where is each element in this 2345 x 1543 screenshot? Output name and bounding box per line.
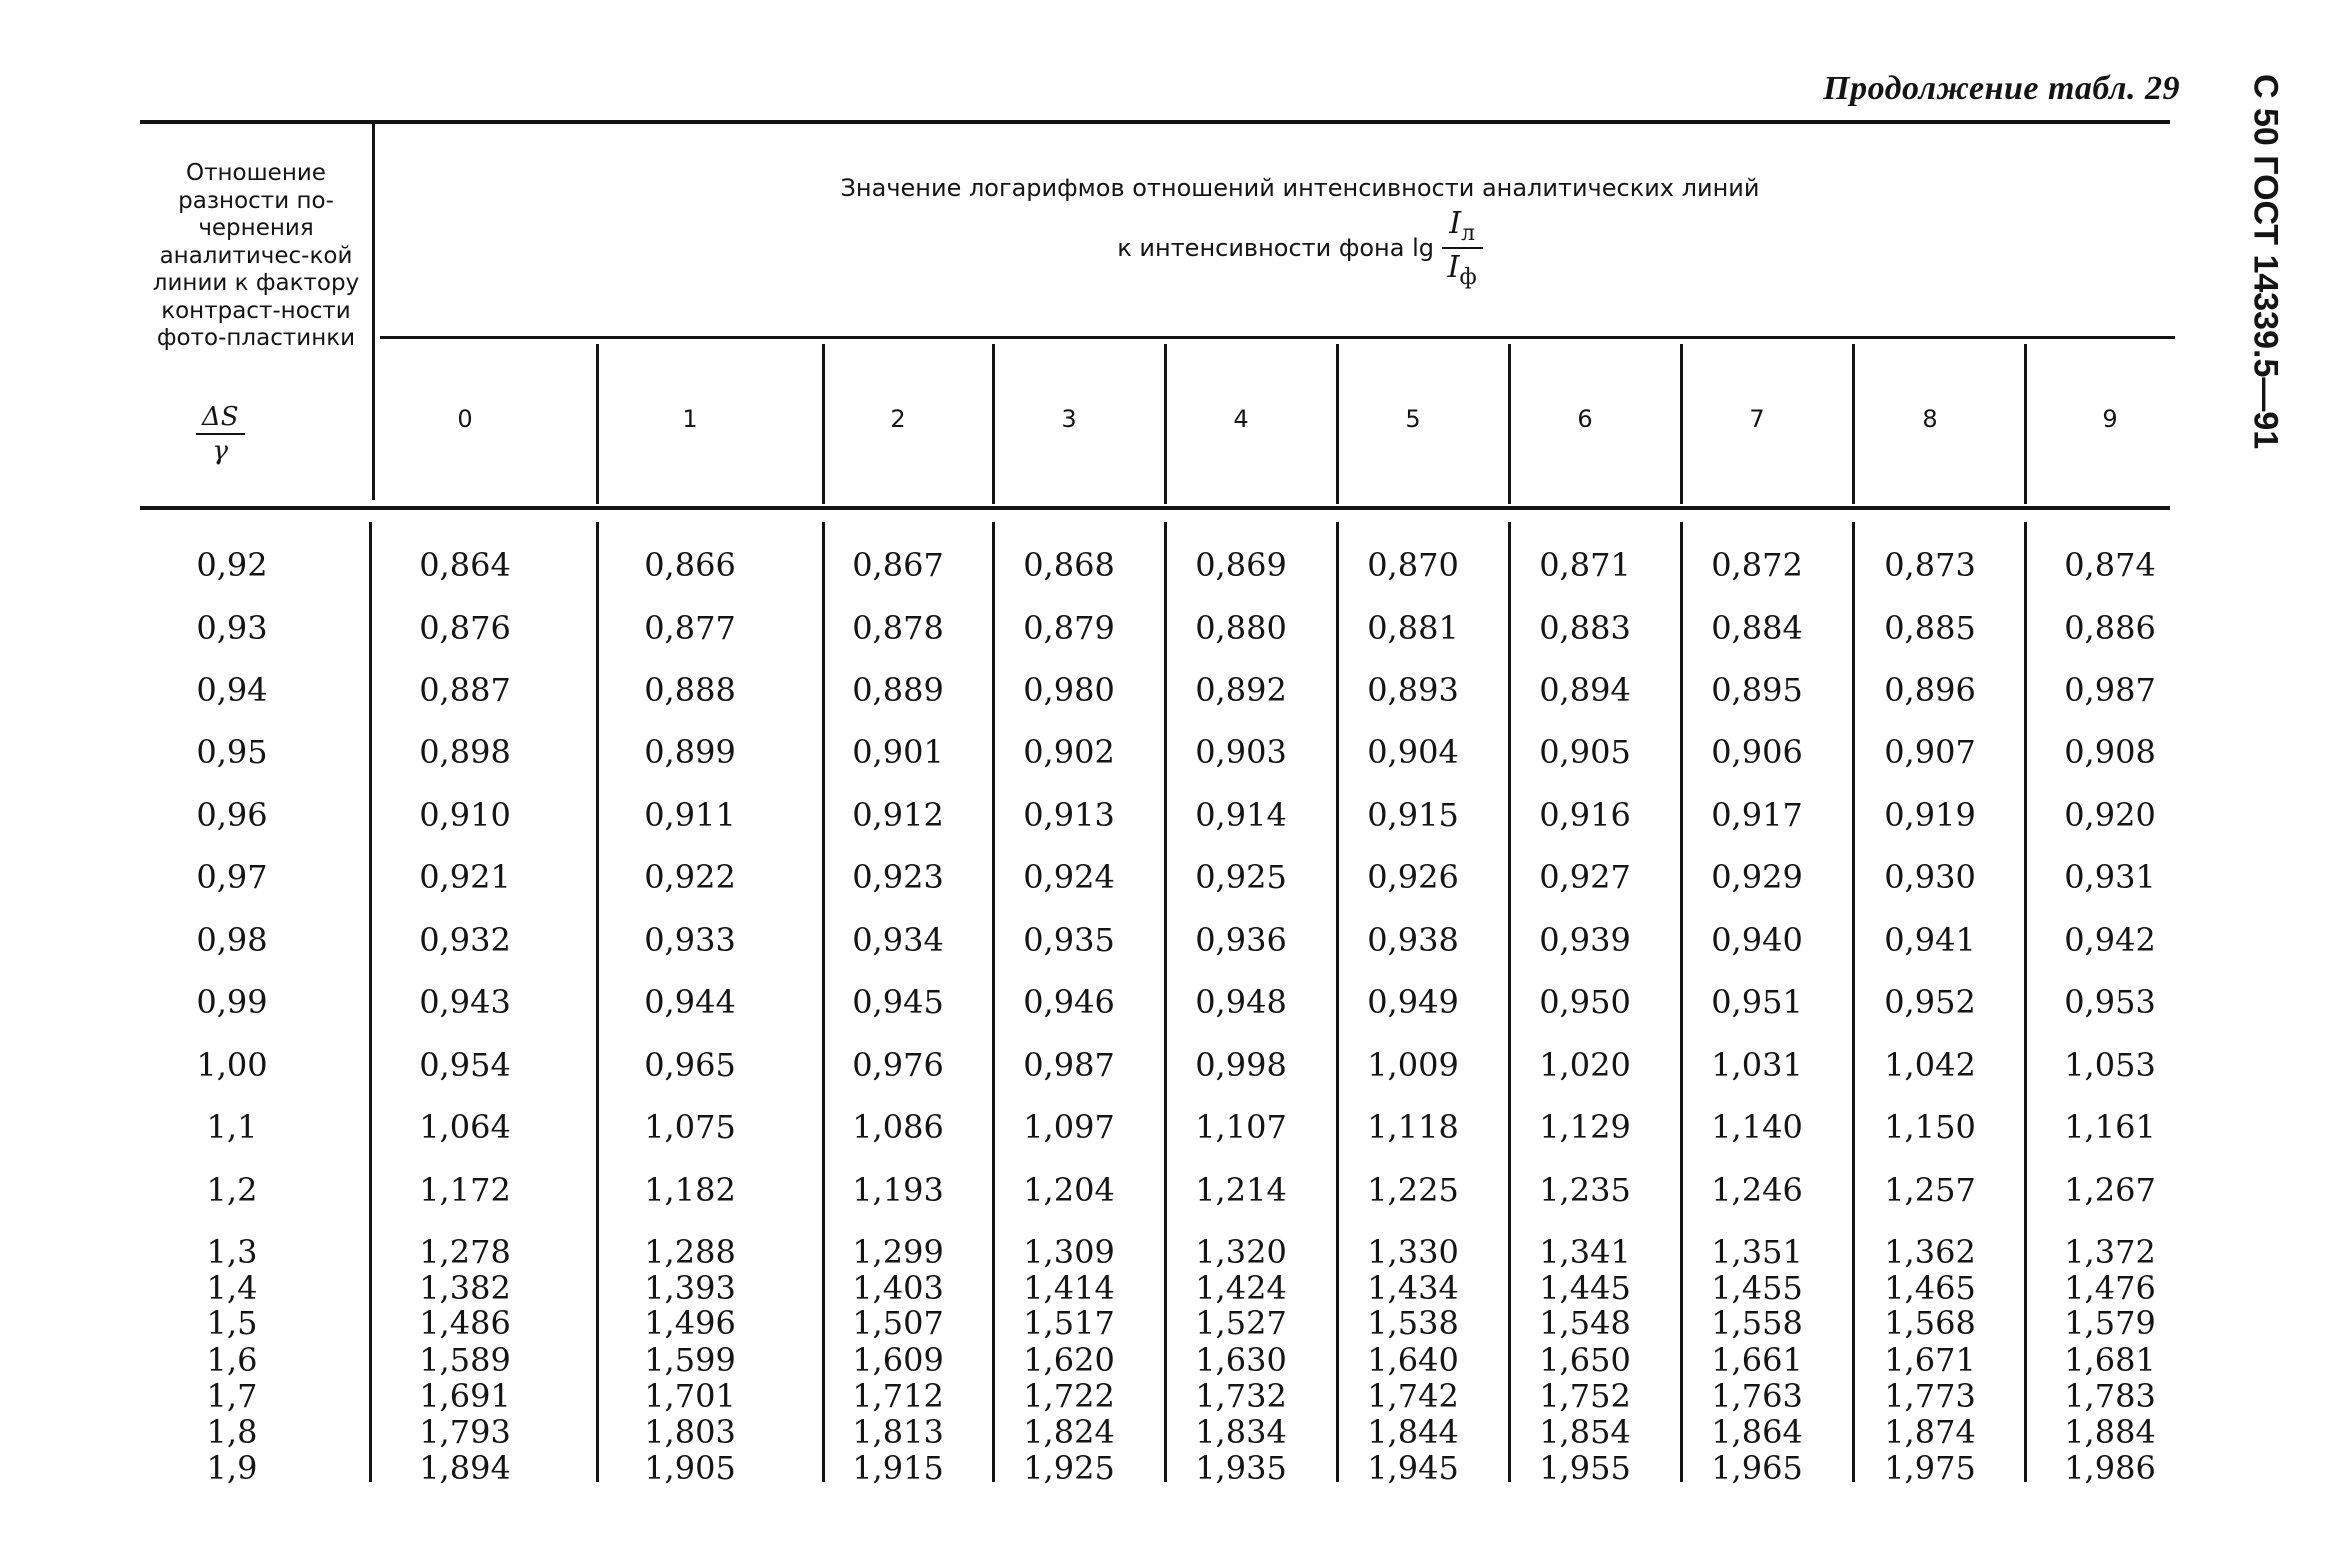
fraction-denominator-sub: ф	[1459, 265, 1477, 290]
row-label: 1,3	[206, 1233, 258, 1271]
table-cell: 0,917	[1711, 796, 1803, 834]
table-cell: 1,935	[1195, 1449, 1287, 1487]
table-cell: 1,486	[419, 1304, 511, 1342]
table-cell: 1,496	[644, 1304, 736, 1342]
table-cell: 1,086	[852, 1108, 944, 1146]
table-cell: 0,943	[419, 983, 511, 1021]
table-cell: 0,901	[852, 733, 944, 771]
table-cell: 0,998	[1195, 1046, 1287, 1084]
row-label: 0,95	[196, 733, 268, 771]
stub-fraction-denominator: γ	[212, 436, 229, 466]
table-cell: 1,288	[644, 1233, 736, 1271]
header-column-rule	[822, 344, 825, 504]
table-cell: 1,538	[1367, 1304, 1459, 1342]
value-header-line1: Значение логарифмов отношений интенсивности аналитических линий	[840, 174, 1760, 202]
table-cell: 0,868	[1023, 546, 1115, 584]
header-column-rule	[1164, 344, 1167, 504]
table-cell: 0,932	[419, 921, 511, 959]
table-cell: 1,925	[1023, 1449, 1115, 1487]
table-cell: 1,527	[1195, 1304, 1287, 1342]
table-cell: 1,075	[644, 1108, 736, 1146]
column-header: 7	[1749, 405, 1765, 433]
table-cell: 0,976	[852, 1046, 944, 1084]
table-cell: 0,898	[419, 733, 511, 771]
table-cell: 0,919	[1884, 796, 1976, 834]
table-cell: 0,949	[1367, 983, 1459, 1021]
table-cell: 1,965	[1711, 1449, 1803, 1487]
table-cell: 0,965	[644, 1046, 736, 1084]
table-cell: 0,987	[2064, 671, 2156, 709]
table-continuation-title: Продолжение табл. 29	[1823, 70, 2180, 107]
table-cell: 1,140	[1711, 1108, 1803, 1146]
table-cell: 1,129	[1539, 1108, 1631, 1146]
table-cell: 0,877	[644, 609, 736, 647]
value-header-fraction	[1442, 206, 1483, 290]
table-cell: 1,053	[2064, 1046, 2156, 1084]
table-cell: 1,204	[1023, 1171, 1115, 1209]
table-cell: 1,009	[1367, 1046, 1459, 1084]
header-column-rule	[596, 344, 599, 504]
table-cell: 1,722	[1023, 1377, 1115, 1415]
table-cell: 0,885	[1884, 609, 1976, 647]
table-cell: 1,671	[1884, 1341, 1976, 1379]
table-cell: 1,568	[1884, 1304, 1976, 1342]
table-cell: 1,558	[1711, 1304, 1803, 1342]
table-cell: 0,930	[1884, 858, 1976, 896]
table-cell: 1,548	[1539, 1304, 1631, 1342]
table-cell: 0,866	[644, 546, 736, 584]
column-header: 4	[1233, 405, 1249, 433]
table-cell: 0,929	[1711, 858, 1803, 896]
table-cell: 1,894	[419, 1449, 511, 1487]
header-column-rule	[1336, 344, 1339, 504]
table-cell: 0,902	[1023, 733, 1115, 771]
table-cell: 0,869	[1195, 546, 1287, 584]
table-cell: 1,362	[1884, 1233, 1976, 1271]
table-cell: 0,938	[1367, 921, 1459, 959]
table-cell: 1,763	[1711, 1377, 1803, 1415]
header-bottom-rule	[140, 506, 2170, 510]
table-cell: 1,161	[2064, 1108, 2156, 1146]
table-cell: 1,403	[852, 1269, 944, 1307]
header-column-rule	[2024, 344, 2027, 504]
table-cell: 1,589	[419, 1341, 511, 1379]
side-label-text: С 50 ГОСТ 14339.5—91	[2246, 74, 2285, 450]
table-cell: 1,905	[644, 1449, 736, 1487]
row-label: 0,99	[196, 983, 268, 1021]
row-label: 1,4	[206, 1269, 258, 1307]
table-cell: 1,732	[1195, 1377, 1287, 1415]
header-column-rule	[1852, 344, 1855, 504]
table-cell: 0,931	[2064, 858, 2156, 896]
header-column-rule	[1680, 344, 1683, 504]
row-label: 1,5	[206, 1304, 258, 1342]
table-cell: 0,946	[1023, 983, 1115, 1021]
table-cell: 0,899	[644, 733, 736, 771]
table-cell: 1,712	[852, 1377, 944, 1415]
table-cell: 1,986	[2064, 1449, 2156, 1487]
body-column-rule	[2024, 522, 2027, 1482]
row-label: 0,98	[196, 921, 268, 959]
table-cell: 1,915	[852, 1449, 944, 1487]
table-cell: 0,914	[1195, 796, 1287, 834]
table-cell: 0,870	[1367, 546, 1459, 584]
fraction-numerator: I	[1449, 206, 1462, 241]
table-cell: 0,887	[419, 671, 511, 709]
table-top-rule	[140, 120, 2170, 124]
table-cell: 1,414	[1023, 1269, 1115, 1307]
table-cell: 0,940	[1711, 921, 1803, 959]
table-cell: 1,309	[1023, 1233, 1115, 1271]
row-label: 1,7	[206, 1377, 258, 1415]
table-cell: 1,150	[1884, 1108, 1976, 1146]
table-cell: 1,246	[1711, 1171, 1803, 1209]
table-cell: 1,854	[1539, 1413, 1631, 1451]
stub-fraction-numerator: ΔS	[196, 402, 245, 435]
table-cell: 0,895	[1711, 671, 1803, 709]
fraction-denominator: I	[1447, 250, 1460, 285]
table-cell: 0,926	[1367, 858, 1459, 896]
table-cell: 1,742	[1367, 1377, 1459, 1415]
document-side-label	[2235, 74, 2295, 504]
table-cell: 0,907	[1884, 733, 1976, 771]
table-cell: 1,844	[1367, 1413, 1459, 1451]
table-cell: 0,921	[419, 858, 511, 896]
table-cell: 1,609	[852, 1341, 944, 1379]
table-cell: 0,904	[1367, 733, 1459, 771]
row-label: 1,6	[206, 1341, 258, 1379]
table-cell: 1,884	[2064, 1413, 2156, 1451]
value-header-line2: к интенсивности фона lg	[1117, 234, 1434, 262]
column-header: 6	[1577, 405, 1593, 433]
table-cell: 0,867	[852, 546, 944, 584]
table-cell: 0,980	[1023, 671, 1115, 709]
table-cell: 1,372	[2064, 1233, 2156, 1271]
table-cell: 0,905	[1539, 733, 1631, 771]
table-cell: 0,879	[1023, 609, 1115, 647]
row-label: 1,8	[206, 1413, 258, 1451]
table-cell: 1,393	[644, 1269, 736, 1307]
table-cell: 0,864	[419, 546, 511, 584]
table-cell: 0,952	[1884, 983, 1976, 1021]
table-cell: 0,923	[852, 858, 944, 896]
column-header: 8	[1922, 405, 1938, 433]
table-cell: 0,880	[1195, 609, 1287, 647]
table-cell: 0,884	[1711, 609, 1803, 647]
table-cell: 1,975	[1884, 1449, 1976, 1487]
table-cell: 1,257	[1884, 1171, 1976, 1209]
table-cell: 1,803	[644, 1413, 736, 1451]
table-cell: 1,299	[852, 1233, 944, 1271]
header-column-rule	[992, 344, 995, 504]
row-label: 0,97	[196, 858, 268, 896]
table-cell: 0,894	[1539, 671, 1631, 709]
table-cell: 1,182	[644, 1171, 736, 1209]
row-label: 0,94	[196, 671, 268, 709]
table-cell: 1,517	[1023, 1304, 1115, 1342]
table-cell: 1,193	[852, 1171, 944, 1209]
column-header: 0	[457, 405, 473, 433]
table-cell: 0,934	[852, 921, 944, 959]
table-cell: 1,579	[2064, 1304, 2156, 1342]
table-cell: 1,320	[1195, 1233, 1287, 1271]
table-cell: 1,507	[852, 1304, 944, 1342]
row-label: 1,9	[206, 1449, 258, 1487]
table-cell: 1,020	[1539, 1046, 1631, 1084]
header-column-rule	[1508, 344, 1511, 504]
table-cell: 0,951	[1711, 983, 1803, 1021]
table-cell: 1,351	[1711, 1233, 1803, 1271]
table-cell: 1,783	[2064, 1377, 2156, 1415]
table-cell: 1,945	[1367, 1449, 1459, 1487]
table-cell: 0,892	[1195, 671, 1287, 709]
table-cell: 0,872	[1711, 546, 1803, 584]
table-cell: 0,912	[852, 796, 944, 834]
table-cell: 1,455	[1711, 1269, 1803, 1307]
table-cell: 1,031	[1711, 1046, 1803, 1084]
table-cell: 1,834	[1195, 1413, 1287, 1451]
table-cell: 0,911	[644, 796, 736, 834]
table-cell: 0,871	[1539, 546, 1631, 584]
table-cell: 0,876	[419, 609, 511, 647]
table-cell: 0,910	[419, 796, 511, 834]
table-cell: 0,941	[1884, 921, 1976, 959]
table-cell: 0,915	[1367, 796, 1459, 834]
fraction-numerator-sub: л	[1461, 221, 1476, 246]
table-cell: 1,330	[1367, 1233, 1459, 1271]
table-cell: 0,889	[852, 671, 944, 709]
table-cell: 0,945	[852, 983, 944, 1021]
table-cell: 0,908	[2064, 733, 2156, 771]
table-cell: 0,881	[1367, 609, 1459, 647]
table-cell: 0,939	[1539, 921, 1631, 959]
value-header	[700, 174, 1900, 290]
table-cell: 0,933	[644, 921, 736, 959]
table-cell: 1,214	[1195, 1171, 1287, 1209]
table-cell: 0,924	[1023, 858, 1115, 896]
table-cell: 0,920	[2064, 796, 2156, 834]
table-cell: 0,922	[644, 858, 736, 896]
column-header: 3	[1061, 405, 1077, 433]
table-cell: 0,936	[1195, 921, 1287, 959]
table-cell: 0,906	[1711, 733, 1803, 771]
table-cell: 0,913	[1023, 796, 1115, 834]
table-cell: 1,465	[1884, 1269, 1976, 1307]
table-cell: 0,886	[2064, 609, 2156, 647]
table-cell: 0,942	[2064, 921, 2156, 959]
table-cell: 1,118	[1367, 1108, 1459, 1146]
table-cell: 0,878	[852, 609, 944, 647]
stub-header: Отношение разности по-чернения аналитичес-кой линии к фактору контраст-ности фото-пластинки	[152, 160, 360, 351]
column-header: 9	[2102, 405, 2118, 433]
table-cell: 1,955	[1539, 1449, 1631, 1487]
header-divider-rule	[380, 336, 2175, 339]
table-cell: 1,824	[1023, 1413, 1115, 1451]
table-cell: 1,773	[1884, 1377, 1976, 1415]
table-cell: 0,916	[1539, 796, 1631, 834]
table-cell: 1,235	[1539, 1171, 1631, 1209]
table-cell: 1,434	[1367, 1269, 1459, 1307]
body-column-rule	[596, 522, 599, 1482]
row-label: 1,2	[206, 1171, 258, 1209]
table-cell: 0,927	[1539, 858, 1631, 896]
table-cell: 1,042	[1884, 1046, 1976, 1084]
column-header: 1	[682, 405, 698, 433]
table-cell: 1,620	[1023, 1341, 1115, 1379]
column-header: 2	[890, 405, 906, 433]
table-cell: 1,793	[419, 1413, 511, 1451]
table-cell: 1,864	[1711, 1413, 1803, 1451]
table-cell: 1,445	[1539, 1269, 1631, 1307]
stub-column-rule	[372, 124, 375, 500]
table-cell: 1,097	[1023, 1108, 1115, 1146]
row-label: 0,92	[196, 546, 268, 584]
table-cell: 1,267	[2064, 1171, 2156, 1209]
table-cell: 1,424	[1195, 1269, 1287, 1307]
table-cell: 0,893	[1367, 671, 1459, 709]
table-cell: 0,888	[644, 671, 736, 709]
table-cell: 1,813	[852, 1413, 944, 1451]
table-cell: 1,107	[1195, 1108, 1287, 1146]
table-cell: 0,873	[1884, 546, 1976, 584]
table-cell: 1,172	[419, 1171, 511, 1209]
table-cell: 1,064	[419, 1108, 511, 1146]
table-cell: 1,476	[2064, 1269, 2156, 1307]
table-cell: 0,953	[2064, 983, 2156, 1021]
table-cell: 1,681	[2064, 1341, 2156, 1379]
table-cell: 1,661	[1711, 1341, 1803, 1379]
table-cell: 1,382	[419, 1269, 511, 1307]
table-cell: 0,925	[1195, 858, 1287, 896]
row-label: 0,96	[196, 796, 268, 834]
stub-fraction	[196, 402, 276, 466]
row-label: 0,93	[196, 609, 268, 647]
table-cell: 1,278	[419, 1233, 511, 1271]
table-cell: 0,903	[1195, 733, 1287, 771]
table-cell: 0,944	[644, 983, 736, 1021]
table-cell: 1,599	[644, 1341, 736, 1379]
table-cell: 1,225	[1367, 1171, 1459, 1209]
column-header: 5	[1405, 405, 1421, 433]
table-cell: 0,896	[1884, 671, 1976, 709]
table-cell: 0,935	[1023, 921, 1115, 959]
table-cell: 1,650	[1539, 1341, 1631, 1379]
table-cell: 1,691	[419, 1377, 511, 1415]
table-cell: 1,874	[1884, 1413, 1976, 1451]
table-cell: 1,630	[1195, 1341, 1287, 1379]
table-cell: 0,987	[1023, 1046, 1115, 1084]
table-cell: 1,640	[1367, 1341, 1459, 1379]
row-label: 1,00	[196, 1046, 268, 1084]
table-cell: 1,701	[644, 1377, 736, 1415]
table-cell: 0,874	[2064, 546, 2156, 584]
table-cell: 0,948	[1195, 983, 1287, 1021]
body-column-rule	[369, 522, 372, 1482]
row-label: 1,1	[206, 1108, 258, 1146]
table-cell: 0,883	[1539, 609, 1631, 647]
table-cell: 0,954	[419, 1046, 511, 1084]
table-cell: 1,752	[1539, 1377, 1631, 1415]
table-cell: 0,950	[1539, 983, 1631, 1021]
table-cell: 1,341	[1539, 1233, 1631, 1271]
